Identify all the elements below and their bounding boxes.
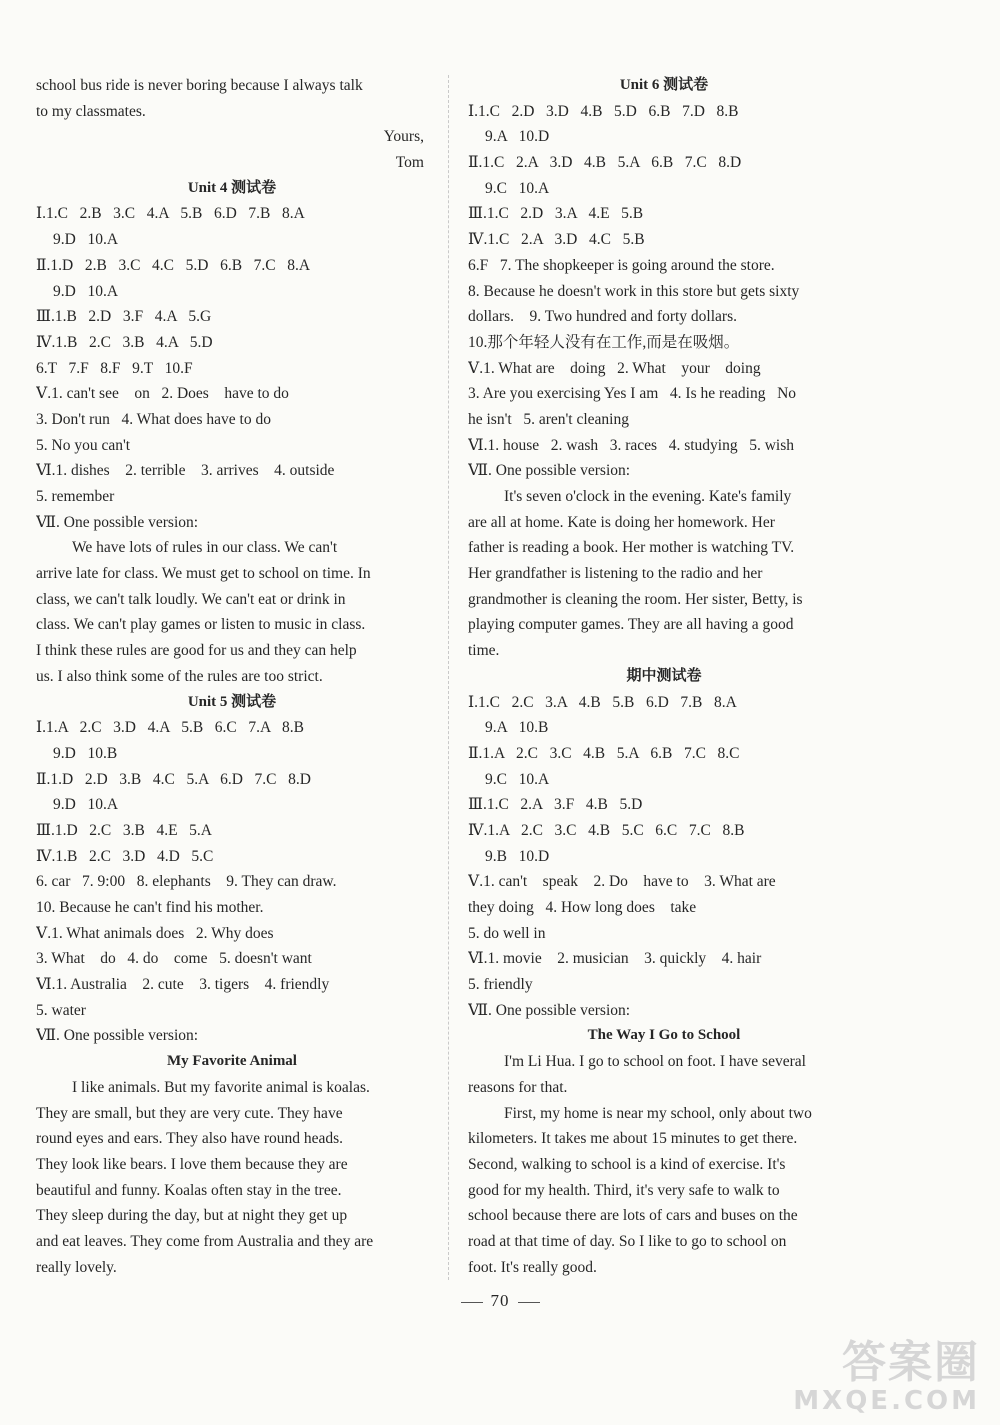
text-line: Ⅳ.1.C 2.A 3.D 4.C 5.B bbox=[468, 231, 645, 249]
text-line: Ⅲ.1.B 2.D 3.F 4.A 5.G bbox=[36, 308, 212, 326]
text-line: 9.D 10.A bbox=[53, 796, 119, 814]
section-heading: My Favorite Animal bbox=[167, 1053, 297, 1070]
text-line: 3. Are you exercising Yes I am 4. Is he reading No bbox=[468, 385, 797, 403]
text-line: 10.那个年轻人没有在工作,而是在吸烟。 bbox=[468, 333, 740, 351]
text-line: playing computer games. They are all having a good bbox=[468, 616, 794, 634]
text-line: 5. friendly bbox=[468, 976, 533, 994]
text-line: It's seven o'clock in the evening. Kate's family bbox=[504, 488, 792, 505]
section-heading: Unit 5 测试卷 bbox=[187, 693, 277, 710]
text-line: They look like bears. I love them because they are bbox=[36, 1155, 348, 1173]
text-line: class, we can't talk loudly. We can't eat or drink in bbox=[36, 590, 346, 608]
text-line: 9.C 10.A bbox=[485, 770, 550, 788]
column-divider bbox=[448, 75, 449, 1280]
text-line: Ⅰ.1.C 2.D 3.D 4.B 5.D 6.B 7.D 8.B bbox=[468, 102, 739, 120]
text-line: and eat leaves. They come from Australia and they are bbox=[36, 1232, 374, 1250]
text-line: First, my home is near my school, only about two bbox=[504, 1104, 812, 1122]
text-line: Ⅶ. One possible version: bbox=[36, 513, 199, 531]
text-line: school bus ride is never boring because I always talk bbox=[36, 77, 363, 94]
text-line: Ⅲ.1.C 2.D 3.A 4.E 5.B bbox=[468, 205, 644, 223]
text-line: time. bbox=[468, 642, 500, 660]
text-line: 9.B 10.D bbox=[485, 847, 550, 865]
text-line: father is reading a book. Her mother is watching TV. bbox=[468, 539, 795, 557]
text-line: Ⅴ.1. What are doing 2. What your doing bbox=[468, 359, 761, 377]
text-line: round eyes and ears. They also have round heads. bbox=[36, 1130, 344, 1148]
text-line: 9.D 10.A bbox=[53, 282, 119, 300]
text-line: I'm Li Hua. I go to school on foot. I have several bbox=[504, 1053, 806, 1071]
text-line: Ⅴ.1. can't see on 2. Does have to do bbox=[36, 385, 289, 403]
watermark-url: MXQE.COM bbox=[793, 1386, 980, 1416]
text-line: dollars. 9. Two hundred and forty dollars. bbox=[468, 308, 737, 326]
text-line: really lovely. bbox=[36, 1258, 117, 1276]
watermark-logo-text: 答案圈 bbox=[842, 1337, 980, 1388]
text-line: Second, walking to school is a kind of exercise. It's bbox=[468, 1155, 786, 1173]
text-line: grandmother is cleaning the room. Her sister, Betty, is bbox=[468, 590, 803, 608]
text-line: 9.A 10.B bbox=[485, 719, 549, 737]
text-line: kilometers. It takes me about 15 minutes to get there. bbox=[468, 1130, 798, 1148]
text-line: to my classmates. bbox=[36, 102, 146, 120]
page-footer bbox=[0, 1291, 1000, 1311]
text-line: Ⅵ.1. Australia 2. cute 3. tigers 4. friendly bbox=[36, 976, 330, 994]
text-line: 8. Because he doesn't work in this store but gets sixty bbox=[468, 282, 800, 300]
text-line: good for my health. Third, it's very safe to walk to bbox=[468, 1181, 780, 1199]
text-line: Ⅱ.1.D 2.D 3.B 4.C 5.A 6.D 7.C 8.D bbox=[36, 770, 311, 788]
text-line: 6.F 7. The shopkeeper is going around the store. bbox=[468, 256, 775, 274]
text-line: 5. remember bbox=[36, 488, 115, 505]
text-line: Ⅶ. One possible version: bbox=[36, 1027, 199, 1045]
site-watermark bbox=[750, 1339, 980, 1417]
text-line: Ⅳ.1.B 2.C 3.B 4.A 5.D bbox=[36, 333, 213, 351]
text-line: us. I also think some of the rules are too strict. bbox=[36, 667, 323, 685]
right-column bbox=[468, 73, 860, 1280]
text-line: 9.A 10.D bbox=[485, 128, 550, 146]
text-line: Ⅳ.1.A 2.C 3.C 4.B 5.C 6.C 7.C 8.B bbox=[468, 821, 745, 839]
text-line: 6.T 7.F 8.F 9.T 10.F bbox=[36, 359, 193, 377]
footer-dash-right bbox=[518, 1302, 540, 1303]
text-line: Ⅴ.1. can't speak 2. Do have to 3. What are bbox=[468, 873, 776, 891]
text-line: I think these rules are good for us and they can help bbox=[36, 642, 357, 660]
footer-dash-left bbox=[461, 1302, 483, 1303]
text-line: 10. Because he can't find his mother. bbox=[36, 899, 264, 916]
section-heading: Unit 4 测试卷 bbox=[187, 179, 277, 196]
text-line: Ⅶ. One possible version: bbox=[468, 1001, 631, 1019]
text-line: Ⅱ.1.D 2.B 3.C 4.C 5.D 6.B 7.C 8.A bbox=[36, 256, 311, 274]
text-line: Ⅲ.1.C 2.A 3.F 4.B 5.D bbox=[468, 796, 643, 814]
text-line: 5. No you can't bbox=[36, 436, 131, 454]
text-line: They sleep during the day, but at night they get up bbox=[36, 1207, 348, 1225]
text-line: he isn't 5. aren't cleaning bbox=[468, 410, 629, 428]
text-line: arrive late for class. We must get to school on time. In bbox=[36, 565, 371, 583]
text-line: foot. It's really good. bbox=[468, 1258, 597, 1276]
text-line: Ⅵ.1. dishes 2. terrible 3. arrives 4. outside bbox=[36, 462, 335, 480]
text-line: Ⅶ. One possible version: bbox=[468, 462, 631, 480]
text-line: Ⅱ.1.A 2.C 3.C 4.B 5.A 6.B 7.C 8.C bbox=[468, 744, 740, 762]
text-line: Tom bbox=[395, 154, 424, 172]
text-line: beautiful and funny. Koalas often stay in the tree. bbox=[36, 1181, 342, 1199]
text-line: 5. do well in bbox=[468, 924, 546, 942]
text-line: school because there are lots of cars and buses on the bbox=[468, 1207, 798, 1225]
section-heading: 期中测试卷 bbox=[626, 667, 702, 684]
text-line: Ⅰ.1.A 2.C 3.D 4.A 5.B 6.C 7.A 8.B bbox=[36, 719, 304, 737]
section-heading: The Way I Go to School bbox=[587, 1027, 741, 1044]
text-line: We have lots of rules in our class. We can't bbox=[72, 539, 338, 557]
text-line: Yours, bbox=[383, 128, 424, 146]
text-line: Ⅰ.1.C 2.B 3.C 4.A 5.B 6.D 7.B 8.A bbox=[36, 205, 305, 223]
text-line: road at that time of day. So I like to go to school on bbox=[468, 1232, 787, 1250]
text-line: 6. car 7. 9:00 8. elephants 9. They can draw. bbox=[36, 873, 337, 891]
text-line: Ⅲ.1.D 2.C 3.B 4.E 5.A bbox=[36, 821, 212, 839]
text-line: 3. Don't run 4. What does have to do bbox=[36, 410, 271, 428]
text-line: Ⅰ.1.C 2.C 3.A 4.B 5.B 6.D 7.B 8.A bbox=[468, 693, 737, 711]
text-line: 9.D 10.A bbox=[53, 231, 119, 249]
text-line: 9.D 10.B bbox=[53, 744, 118, 762]
text-line: class. We can't play games or listen to music in class. bbox=[36, 616, 366, 634]
text-line: reasons for that. bbox=[468, 1078, 568, 1096]
text-line: they doing 4. How long does take bbox=[468, 899, 697, 916]
text-line: 3. What do 4. do come 5. doesn't want bbox=[36, 950, 312, 968]
text-line: I like animals. But my favorite animal is koalas. bbox=[72, 1078, 370, 1096]
text-line: They are small, but they are very cute. They have bbox=[36, 1104, 343, 1122]
text-line: Ⅴ.1. What animals does 2. Why does bbox=[36, 924, 274, 942]
text-line: are all at home. Kate is doing her homework. Her bbox=[468, 513, 775, 531]
section-heading: Unit 6 测试卷 bbox=[619, 77, 709, 93]
text-line: 9.C 10.A bbox=[485, 179, 550, 197]
text-line: 5. water bbox=[36, 1001, 86, 1019]
text-line: Ⅵ.1. movie 2. musician 3. quickly 4. hair bbox=[468, 950, 762, 968]
text-line: Ⅵ.1. house 2. wash 3. races 4. studying 5. wish bbox=[468, 436, 794, 454]
text-line: Her grandfather is listening to the radio and her bbox=[468, 565, 763, 583]
left-column bbox=[36, 73, 428, 1280]
text-line: Ⅱ.1.C 2.A 3.D 4.B 5.A 6.B 7.C 8.D bbox=[468, 154, 742, 172]
page-number: 70 bbox=[490, 1291, 510, 1310]
text-line: Ⅳ.1.B 2.C 3.D 4.D 5.C bbox=[36, 847, 214, 865]
